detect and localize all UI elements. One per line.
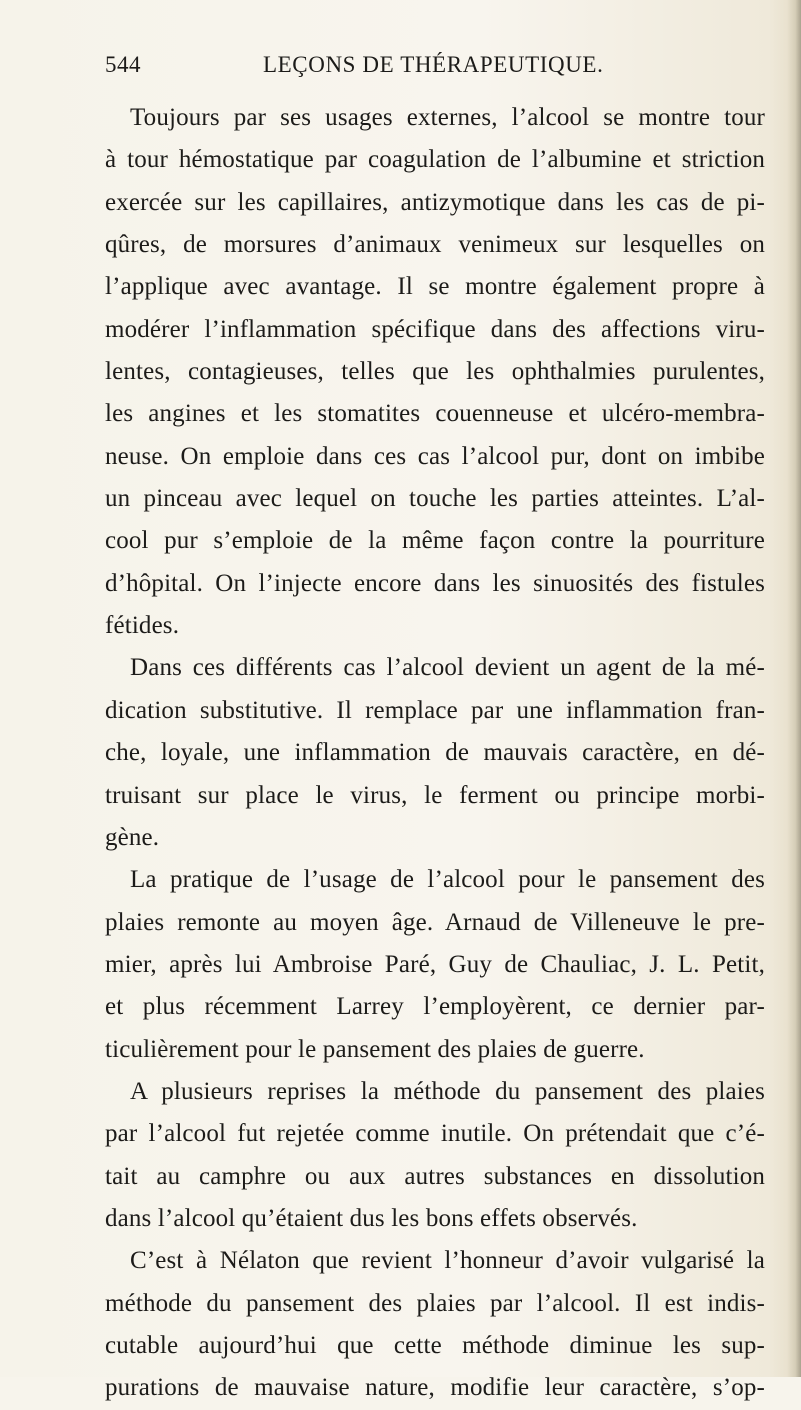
text-line: mier, après lui Ambroise Paré, Guy de Chauliac, J. L. Petit, [105, 950, 765, 978]
page-number: 544 [105, 52, 141, 77]
page-header [105, 52, 765, 92]
text-line: exercée sur les capillaires, antizymotique dans les cas de pi- [105, 188, 765, 216]
text-line: Toujours par ses usages externes, l’alcool se montre tour [130, 104, 765, 131]
text-line: dication substitutive. Il remplace par une inflammation fran- [105, 696, 765, 724]
text-line: tait au camphre ou aux autres substances en dissolution [105, 1162, 765, 1190]
text-line: plaies remonte au moyen âge. Arnaud de Villeneuve le pre- [105, 908, 765, 936]
text-line: modérer l’inflammation spécifique dans des affections viru- [105, 315, 765, 343]
text-line: truisant sur place le virus, le ferment ou principe morbi- [105, 781, 765, 809]
text-line: par l’alcool fut rejetée comme inutile. On prétendait que c’é- [105, 1120, 765, 1148]
text-line: A plusieurs reprises la méthode du pansement des plaies [130, 1077, 765, 1105]
paragraph [105, 859, 765, 1071]
text-line: d’hôpital. On l’injecte encore dans les sinuosités des fistules [105, 569, 765, 597]
text-line: C’est à Nélaton que revient l’honneur d’avoir vulgarisé la [130, 1247, 765, 1275]
text-line: La pratique de l’usage de l’alcool pour le pansement des [130, 866, 765, 894]
text-line: un pinceau avec lequel on touche les parties atteintes. L’al- [105, 485, 765, 513]
text-line: ticulièrement pour le pansement des plaies de guerre. [105, 1035, 645, 1063]
text-line: à tour hémostatique par coagulation de l’albumine et striction [105, 146, 765, 174]
text-line: les angines et les stomatites couenneuse et ulcéro-membra- [105, 400, 765, 428]
text-line: cool pur s’emploie de la même façon contre la pourriture [105, 527, 765, 555]
paragraph [105, 97, 765, 647]
body-text [105, 97, 765, 1410]
text-line: neuse. On emploie dans ces cas l’alcool pur, dont on imbibe [105, 442, 765, 470]
paragraph [105, 1071, 765, 1240]
paragraph [105, 1240, 765, 1409]
page-edge-shadow [787, 0, 801, 1377]
text-line: purations de mauvaise nature, modifie leur caractère, s’op- [105, 1374, 765, 1402]
text-line: dans l’alcool qu’étaient dus les bons effets observés. [105, 1204, 638, 1232]
text-line: et plus récemment Larrey l’employèrent, ce dernier par- [105, 993, 765, 1021]
paragraph [105, 647, 765, 859]
text-line: fétides. [105, 612, 180, 640]
text-line: che, loyale, une inflammation de mauvais caractère, en dé- [105, 739, 765, 767]
text-line: lentes, contagieuses, telles que les ophthalmies purulentes, [105, 358, 765, 386]
text-line: l’applique avec avantage. Il se montre également propre à [105, 273, 765, 301]
text-line: méthode du pansement des plaies par l’alcool. Il est indis- [105, 1289, 765, 1317]
text-line: gène. [105, 823, 160, 851]
text-line: qûres, de morsures d’animaux venimeux sur lesquelles on [105, 231, 765, 259]
text-line: Dans ces différents cas l’alcool devient un agent de la mé- [130, 654, 765, 682]
text-line: cutable aujourd’hui que cette méthode diminue les sup- [105, 1331, 765, 1359]
running-title: LEÇONS DE THÉRAPEUTIQUE. [263, 52, 604, 77]
